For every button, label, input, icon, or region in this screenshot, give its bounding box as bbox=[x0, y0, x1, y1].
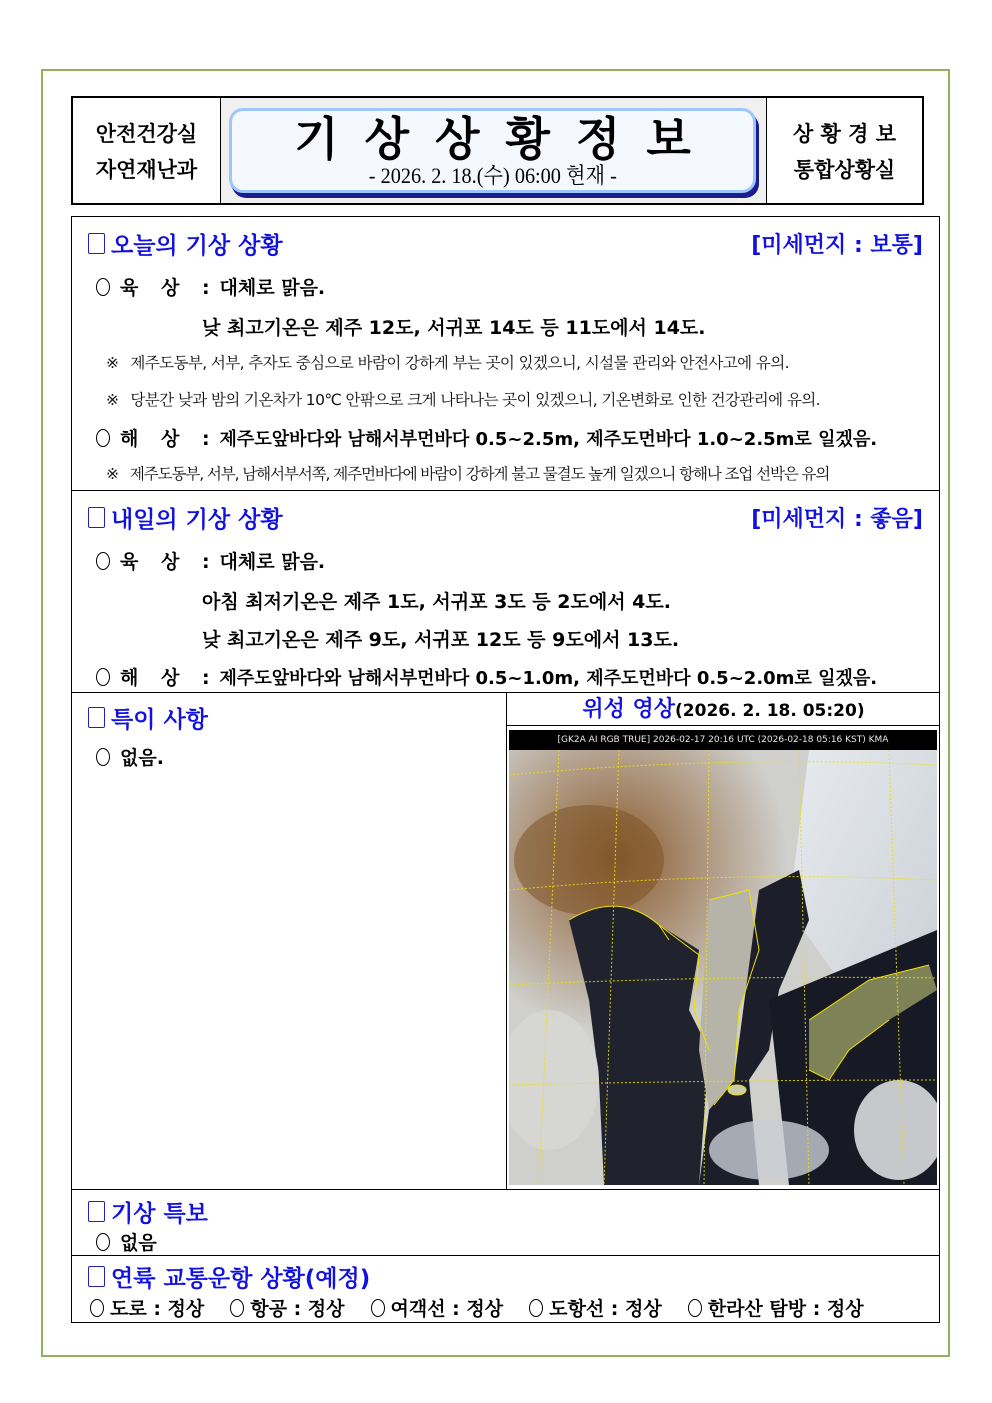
department-line-1: 안전건강실 bbox=[95, 121, 198, 146]
checkbox-square-icon bbox=[88, 507, 105, 528]
reference-mark-icon: ※ bbox=[106, 465, 118, 483]
warning-title: 기상 특보 bbox=[111, 1201, 208, 1227]
checkbox-square-icon bbox=[88, 707, 105, 728]
circle-bullet-icon bbox=[688, 1299, 702, 1317]
today-land-line bbox=[96, 273, 325, 300]
satellite-panel bbox=[506, 693, 940, 1189]
checkbox-square-icon bbox=[88, 1266, 105, 1287]
circle-bullet-icon bbox=[96, 668, 110, 686]
warning-heading bbox=[88, 1195, 208, 1228]
warning-content: 없음 bbox=[120, 1232, 157, 1254]
tomorrow-title: 내일의 기상 상황 bbox=[111, 507, 283, 533]
transport-island-ferry: 도항선 : 정상 bbox=[529, 1294, 662, 1321]
transport-air: 항공 : 정상 bbox=[230, 1294, 344, 1321]
checkbox-square-icon bbox=[88, 233, 105, 254]
satellite-map-graphic bbox=[509, 750, 937, 1185]
document-date: - 2026. 2. 18.(수) 06:00 현재 - bbox=[368, 162, 617, 188]
office-label bbox=[766, 98, 922, 203]
tomorrow-heading bbox=[88, 501, 283, 534]
satellite-title: 위성 영상 bbox=[582, 697, 676, 722]
special-heading bbox=[88, 701, 208, 734]
office-line-2: 통합상황실 bbox=[793, 157, 896, 182]
today-sea-text: 제주도앞바다와 남해서부먼바다 0.5~2.5m, 제주도먼바다 1.0~2.5m로 일겠음. bbox=[219, 428, 878, 450]
today-section bbox=[72, 217, 939, 491]
today-sea-line bbox=[96, 424, 877, 451]
today-land-sky: 대체로 맑음. bbox=[219, 277, 326, 299]
office-line-1: 상 황 경 보 bbox=[792, 121, 897, 146]
circle-bullet-icon bbox=[371, 1299, 385, 1317]
tomorrow-land-label: 육 상 : bbox=[120, 551, 218, 573]
circle-bullet-icon bbox=[96, 278, 110, 296]
tomorrow-land-min: 아침 최저기온은 제주 1도, 서귀포 3도 등 2도에서 4도. bbox=[202, 591, 671, 613]
circle-bullet-icon bbox=[96, 552, 110, 570]
checkbox-square-icon bbox=[88, 1201, 105, 1222]
circle-bullet-icon bbox=[96, 1233, 110, 1251]
satellite-time: (2026. 2. 18. 05:20) bbox=[675, 701, 865, 721]
department-line-2: 자연재난과 bbox=[95, 157, 198, 182]
special-title: 특이 사항 bbox=[111, 707, 208, 733]
circle-bullet-icon bbox=[96, 429, 110, 447]
tomorrow-land-sky: 대체로 맑음. bbox=[219, 551, 326, 573]
tomorrow-land-max: 낮 최고기온은 제주 9도, 서귀포 12도 등 9도에서 13도. bbox=[202, 629, 680, 651]
special-content: 없음. bbox=[120, 747, 164, 769]
today-land-temp: 낮 최고기온은 제주 12도, 서귀포 14도 등 11도에서 14도. bbox=[202, 317, 706, 339]
document-title: 기상상황정보 bbox=[294, 111, 717, 166]
today-note-1: ※ 제주도동부, 서부, 추자도 중심으로 바람이 강하게 부는 곳이 있겠으니, 시설물 관리와 안전사고에 유의. bbox=[106, 354, 789, 372]
circle-bullet-icon bbox=[230, 1299, 244, 1317]
warning-content-line bbox=[96, 1228, 157, 1255]
document-header bbox=[71, 96, 924, 205]
title-box bbox=[229, 108, 756, 193]
tomorrow-sea-text: 제주도앞바다와 남해서부먼바다 0.5~1.0m, 제주도먼바다 0.5~2.0m로 일겠음. bbox=[219, 667, 878, 689]
circle-bullet-icon bbox=[96, 748, 110, 766]
satellite-image bbox=[509, 730, 937, 1185]
satellite-caption: [GK2A AI RGB TRUE] 2026-02-17 20:16 UTC (2026-02-18 05:16 KST) KMA bbox=[509, 730, 937, 750]
title-area bbox=[221, 98, 766, 203]
tomorrow-land-line bbox=[96, 547, 325, 574]
today-title: 오늘의 기상 상황 bbox=[111, 233, 283, 259]
special-content-line bbox=[96, 743, 164, 770]
reference-mark-icon: ※ bbox=[106, 354, 119, 372]
satellite-heading bbox=[507, 693, 940, 726]
transport-title: 연륙 교통운항 상황(예정) bbox=[111, 1266, 371, 1292]
today-dust-status: [미세먼지 : 보통] bbox=[751, 233, 923, 258]
transport-road: 도로 : 정상 bbox=[90, 1294, 204, 1321]
special-satellite-section bbox=[72, 693, 939, 1190]
today-sea-note: ※ 제주도동부, 서부, 남해서부서쪽, 제주먼바다에 바람이 강하게 불고 물결도 높게 일겠으니 항해나 조업 선박은 유의 bbox=[106, 465, 830, 483]
warning-section bbox=[72, 1190, 939, 1256]
circle-bullet-icon bbox=[529, 1299, 543, 1317]
tomorrow-sea-label: 해 상 : bbox=[120, 667, 218, 689]
transport-hallasan: 한라산 탐방 : 정상 bbox=[688, 1294, 864, 1321]
today-heading bbox=[88, 227, 283, 260]
today-sea-label: 해 상 : bbox=[120, 428, 218, 450]
today-note-2: ※ 당분간 낮과 밤의 기온차가 10℃ 안팎으로 크게 나타나는 곳이 있겠으니, 기온변화로 인한 건강관리에 유의. bbox=[106, 391, 820, 409]
transport-status-list bbox=[90, 1294, 864, 1321]
tomorrow-sea-line bbox=[96, 663, 877, 690]
tomorrow-section bbox=[72, 491, 939, 693]
transport-heading bbox=[88, 1260, 370, 1293]
circle-bullet-icon bbox=[90, 1299, 104, 1317]
report-table bbox=[71, 216, 940, 1323]
tomorrow-dust-status: [미세먼지 : 좋음] bbox=[751, 507, 923, 532]
reference-mark-icon: ※ bbox=[106, 391, 119, 409]
transport-section bbox=[72, 1256, 939, 1322]
today-land-label: 육 상 : bbox=[120, 277, 218, 299]
department-label bbox=[73, 98, 221, 203]
transport-ferry: 여객선 : 정상 bbox=[371, 1294, 504, 1321]
